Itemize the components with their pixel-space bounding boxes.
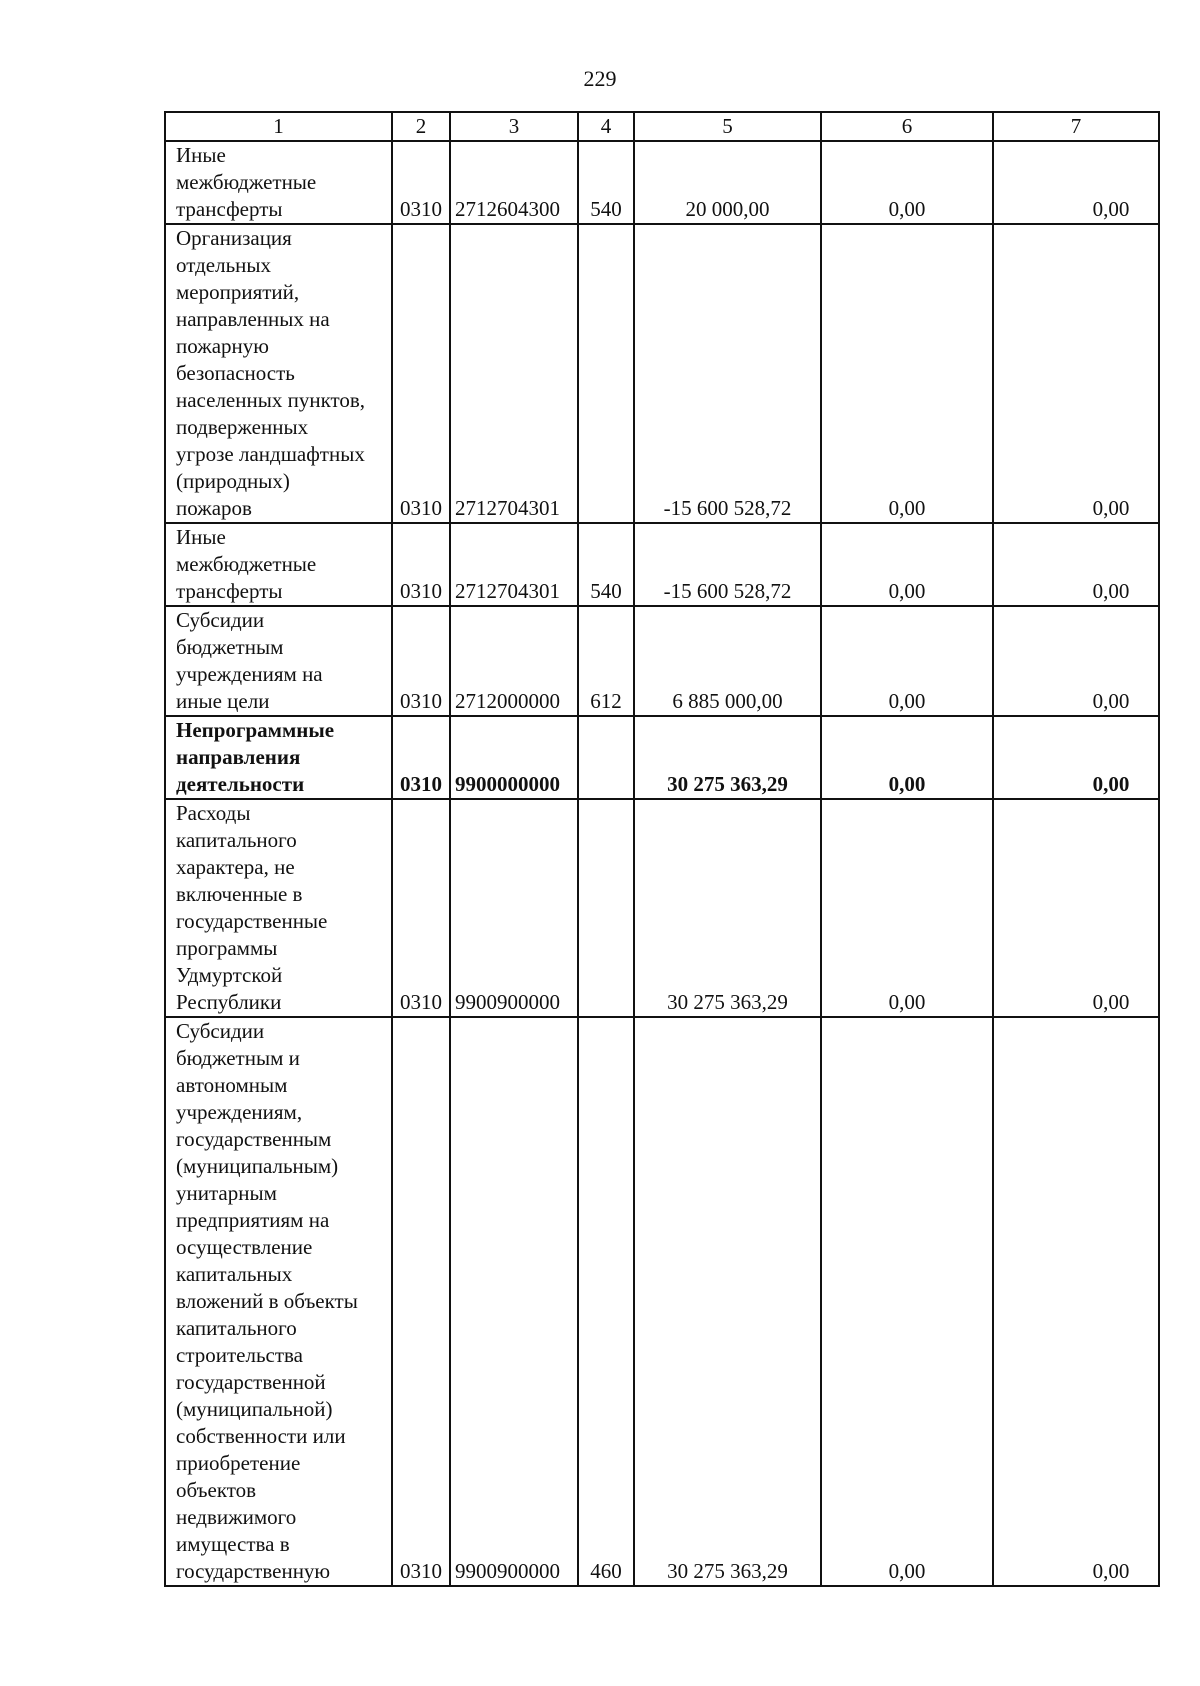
expense-type-code [578,224,634,523]
column-header: 5 [634,112,821,141]
amount-col7: 0,00 [993,606,1159,716]
table-row [165,141,1159,224]
section-code: 0310 [392,1017,450,1586]
amount-col5: 20 000,00 [634,141,821,224]
expense-type-code: 540 [578,141,634,224]
item-name: Субсидии бюджетным учреждениям на иные цели [165,606,392,716]
column-header: 2 [392,112,450,141]
amount-col5: 6 885 000,00 [634,606,821,716]
expense-type-code: 540 [578,523,634,606]
expense-type-code: 460 [578,1017,634,1586]
amount-col6: 0,00 [821,799,993,1017]
amount-col7: 0,00 [993,716,1159,799]
target-article-code: 9900000000 [450,716,578,799]
budget-table [164,111,1160,1587]
amount-col7: 0,00 [993,141,1159,224]
amount-col7: 0,00 [993,799,1159,1017]
amount-col5: 30 275 363,29 [634,716,821,799]
amount-col6: 0,00 [821,523,993,606]
table-row [165,606,1159,716]
item-name: Иные межбюджетные трансферты [165,141,392,224]
item-name: Иные межбюджетные трансферты [165,523,392,606]
column-header: 7 [993,112,1159,141]
table-row [165,224,1159,523]
amount-col6: 0,00 [821,1017,993,1586]
amount-col6: 0,00 [821,224,993,523]
target-article-code: 2712704301 [450,523,578,606]
section-code: 0310 [392,606,450,716]
amount-col7: 0,00 [993,224,1159,523]
target-article-code: 2712000000 [450,606,578,716]
amount-col5: -15 600 528,72 [634,523,821,606]
item-name: Расходы капитального характера, не включенные в государственные программы Удмуртской Республики [165,799,392,1017]
section-code: 0310 [392,224,450,523]
amount-col7: 0,00 [993,523,1159,606]
target-article-code: 9900900000 [450,799,578,1017]
table-row [165,523,1159,606]
header-row [165,112,1159,141]
amount-col5: 30 275 363,29 [634,1017,821,1586]
expense-type-code [578,716,634,799]
amount-col6: 0,00 [821,606,993,716]
amount-col7: 0,00 [993,1017,1159,1586]
item-name: Субсидии бюджетным и автономным учреждениям, государственным (муниципальным) унитарным предприятиям на осуществление капитальных вложений в объекты капитального строительства государственной (муниципальной) собственности или приобретение объектов недвижимого имущества в государственную [165,1017,392,1586]
target-article-code: 2712604300 [450,141,578,224]
target-article-code: 2712704301 [450,224,578,523]
target-article-code: 9900900000 [450,1017,578,1586]
column-header: 6 [821,112,993,141]
table-row [165,799,1159,1017]
amount-col6: 0,00 [821,141,993,224]
item-name: Организация отдельных мероприятий, направленных на пожарную безопасность населенных пунктов, подверженных угрозе ландшафтных (природных) пожаров [165,224,392,523]
amount-col5: -15 600 528,72 [634,224,821,523]
section-code: 0310 [392,716,450,799]
expense-type-code: 612 [578,606,634,716]
amount-col6: 0,00 [821,716,993,799]
section-code: 0310 [392,799,450,1017]
page-number: 229 [583,66,617,91]
section-code: 0310 [392,523,450,606]
column-header: 1 [165,112,392,141]
amount-col5: 30 275 363,29 [634,799,821,1017]
column-header: 3 [450,112,578,141]
expense-type-code [578,799,634,1017]
column-header: 4 [578,112,634,141]
table-row-subtotal [165,716,1159,799]
section-code: 0310 [392,141,450,224]
table-row [165,1017,1159,1586]
item-name: Непрограммные направления деятельности [165,716,392,799]
